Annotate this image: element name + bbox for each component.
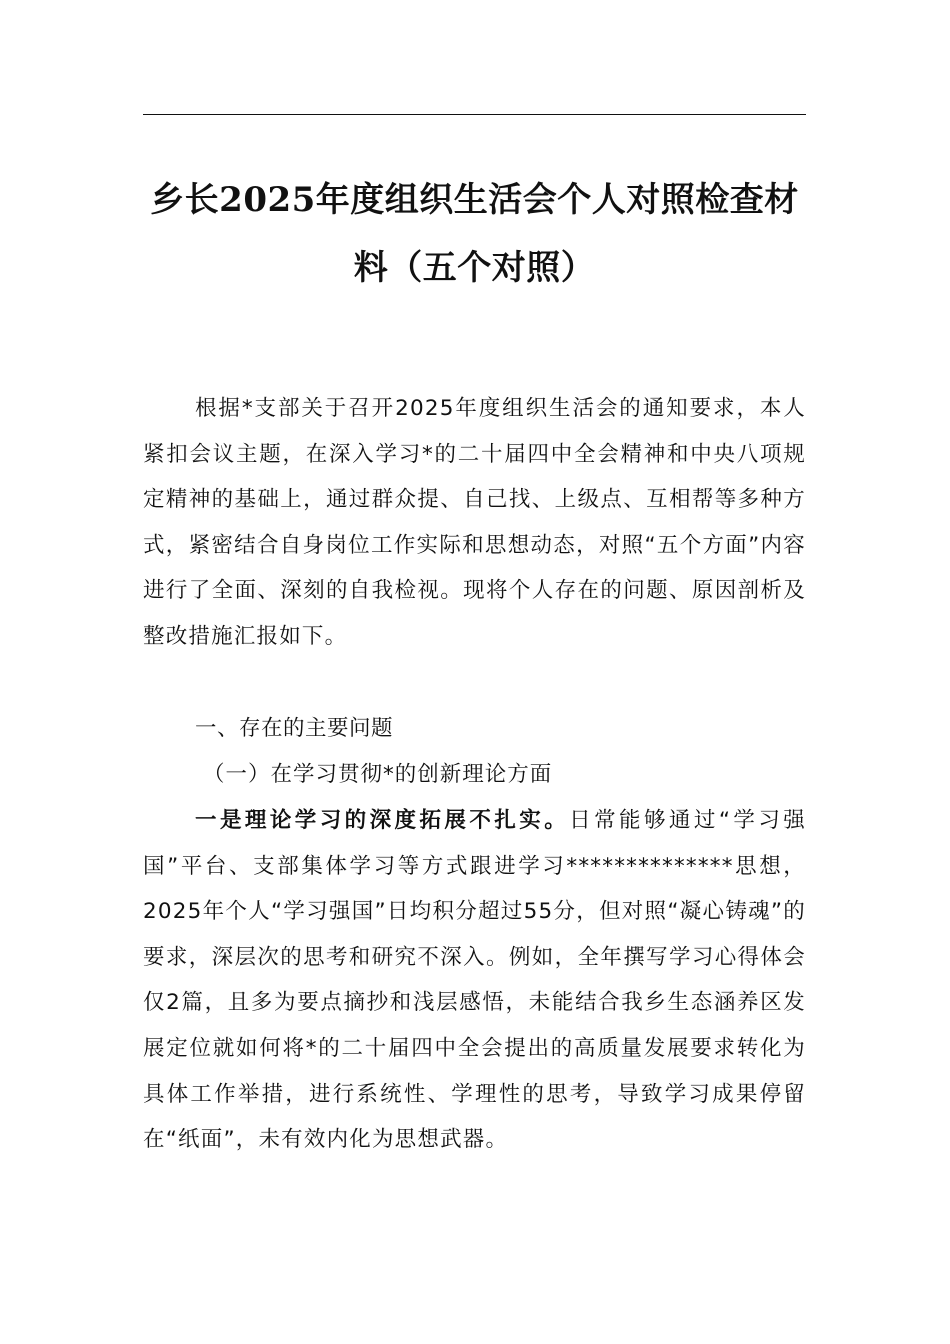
- point-body: 日常能够通过“学习强国”平台、支部集体学习等方式跟进学习**************思想，2025年个人“学习强国”日均积分超过55分，但对照“凝心铸魂”的要求，深层次的思考和研究不深入。例如，全年撰写学习心得体会仅2篇，且多为要点摘抄和浅层感悟，未能结合我乡生态涵养区发展定位就如何将*的二十届四中全会提出的高质量发展要求转化为具体工作举措，进行系统性、学理性的思考，导致学习成果停留在“纸面”，未有效内化为思想武器。: [143, 808, 806, 1153]
- document-title: 乡长2025年度组织生活会个人对照检查材料（五个对照）: [150, 180, 799, 288]
- point-lead: 一是理论学习的深度拓展不扎实。: [195, 808, 570, 833]
- section-heading: 一、存在的主要问题: [195, 716, 394, 740]
- subsection-heading: （一）在学习贯彻*的创新理论方面: [203, 762, 553, 787]
- point-paragraph: [143, 798, 806, 1163]
- intro-paragraph: 根据*支部关于召开2025年度组织生活会的通知要求，本人紧扣会议主题，在深入学习*的二十届四中全会精神和中央八项规定精神的基础上，通过群众提、自己找、上级点、互相帮等多种方式，紧密结合自身岗位工作实际和思想动态，对照“五个方面”内容进行了全面、深刻的自我检视。现将个人存在的问题、原因剖析及整改措施汇报如下。: [143, 396, 806, 649]
- header-rule: [143, 114, 806, 115]
